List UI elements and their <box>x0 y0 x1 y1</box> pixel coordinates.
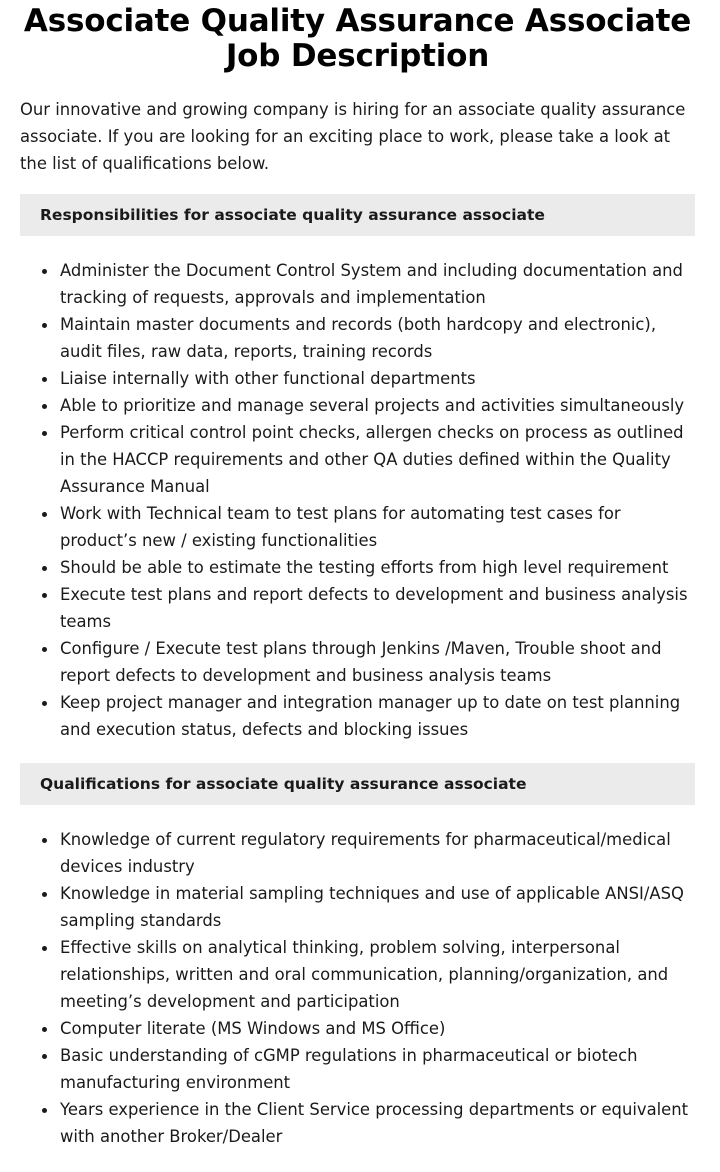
list-item: Able to prioritize and manage several projects and activities simultaneously <box>60 392 695 419</box>
list-item: Knowledge in material sampling techniques and use of applicable ANSI/ASQ sampling standards <box>60 880 695 934</box>
list-item: Perform critical control point checks, allergen checks on process as outlined in the HACCP requirements and other QA duties defined within the Quality Assurance Manual <box>60 419 695 500</box>
list-item: Effective skills on analytical thinking, problem solving, interpersonal relationships, written and oral communication, planning/organization, and meeting’s development and participation <box>60 934 695 1015</box>
responsibilities-list <box>20 257 695 743</box>
list-item: Years experience in the Client Service processing departments or equivalent with another Broker/Dealer <box>60 1096 695 1150</box>
list-item: Should be able to estimate the testing efforts from high level requirement <box>60 554 695 581</box>
list-item: Liaise internally with other functional departments <box>60 365 695 392</box>
qualifications-list <box>20 826 695 1150</box>
job-description-page <box>0 4 720 1150</box>
list-item: Configure / Execute test plans through Jenkins /Maven, Trouble shoot and report defects to development and business analysis teams <box>60 635 695 689</box>
list-item: Computer literate (MS Windows and MS Office) <box>60 1015 695 1042</box>
list-item: Work with Technical team to test plans for automating test cases for product’s new / existing functionalities <box>60 500 695 554</box>
responsibilities-heading: Responsibilities for associate quality assurance associate <box>20 194 695 236</box>
qualifications-heading: Qualifications for associate quality assurance associate <box>20 763 695 805</box>
intro-paragraph: Our innovative and growing company is hiring for an associate quality assurance associate. If you are looking for an exciting place to work, please take a look at the list of qualifications below. <box>20 100 686 173</box>
list-item: Maintain master documents and records (both hardcopy and electronic), audit files, raw data, reports, training records <box>60 311 695 365</box>
list-item: Administer the Document Control System and including documentation and tracking of requests, approvals and implementation <box>60 257 695 311</box>
page-title: Associate Quality Assurance Associate Job Description <box>23 3 692 74</box>
list-item: Basic understanding of cGMP regulations in pharmaceutical or biotech manufacturing environment <box>60 1042 695 1096</box>
list-item: Keep project manager and integration manager up to date on test planning and execution status, defects and blocking issues <box>60 689 695 743</box>
list-item: Knowledge of current regulatory requirements for pharmaceutical/medical devices industry <box>60 826 695 880</box>
list-item: Execute test plans and report defects to development and business analysis teams <box>60 581 695 635</box>
